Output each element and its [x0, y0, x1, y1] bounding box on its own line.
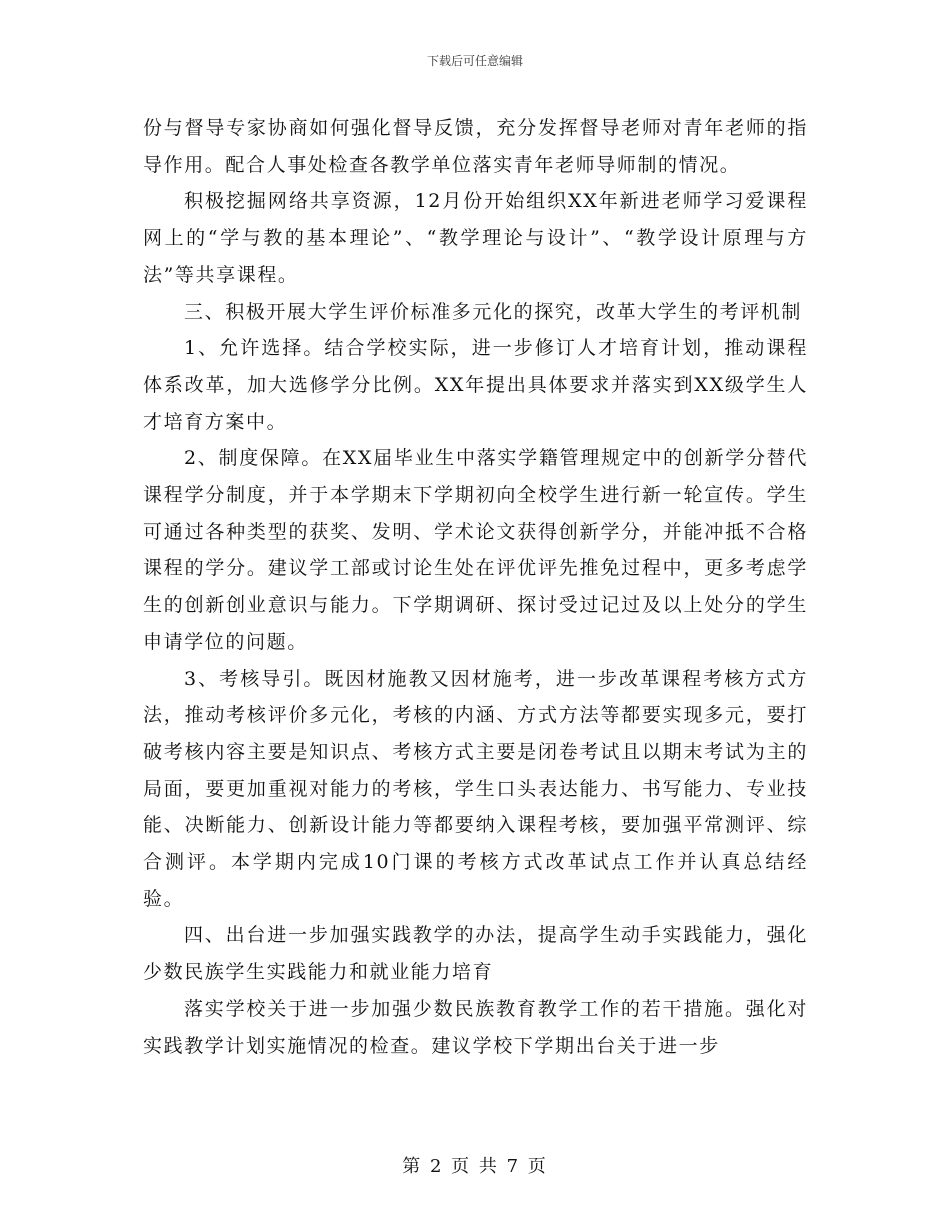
- paragraph-item-2: 2、制度保障。在XX届毕业生中落实学籍管理规定中的创新学分替代课程学分制度，并于本学期末下学期初向全校学生进行新一轮宣传。学生可通过各种类型的获奖、发明、学术论文获得创新学分，并能冲抵不合格课程的学分。建议学工部或讨论生处在评优评先推免过程中，更多考虑学生的创新创业意识与能力。下学期调研、探讨受过记过及以上处分的学生申请学位的问题。: [143, 447, 808, 653]
- header-text: 下载后可任意编辑: [426, 54, 523, 68]
- section-heading-four: 四、出台进一步加强实践教学的办法，提高学生动手实践能力，强化少数民族学生实践能力和就业能力培育: [143, 924, 808, 984]
- paragraph-practice-teaching: 落实学校关于进一步加强少数民族教育教学工作的若干措施。强化对实践教学计划实施情况的检查。建议学校下学期出台关于进一步: [143, 997, 808, 1057]
- page-header: [0, 52, 950, 69]
- footer-prefix: 第: [402, 1156, 423, 1177]
- footer-suffix: 页: [527, 1156, 548, 1177]
- paragraph-online-resources: 积极挖掘网络共享资源，12月份开始组织XX年新进老师学习爱课程网上的“学与教的基本理论”、“教学理论与设计”、“教学设计原理与方法”等共享课程。: [143, 190, 808, 286]
- paragraph-item-3: 3、考核导引。既因材施教又因材施考，进一步改革课程考核方式方法，推动考核评价多元化，考核的内涵、方式方法等都要实现多元，要打破考核内容主要是知识点、考核方式主要是闭卷考试且以期末考试为主的局面，要更加重视对能力的考核，学生口头表达能力、书写能力、专业技能、决断能力、创新设计能力等都要纳入课程考核，要加强平常测评、综合测评。本学期内完成10门课的考核方式改革试点工作并认真总结经验。: [143, 667, 808, 910]
- footer-current-page: 2: [429, 1156, 444, 1177]
- paragraph-continuation: 份与督导专家协商如何强化督导反馈，充分发挥督导老师对青年老师的指导作用。配合人事处检查各教学单位落实青年老师导师制的情况。: [143, 117, 808, 176]
- footer-middle: 页 共: [451, 1156, 499, 1177]
- document-body: [143, 110, 808, 1064]
- section-heading-three: 三、积极开展大学生评价标准多元化的探究，改革大学生的考评机制: [184, 300, 803, 323]
- page-footer: [0, 1152, 950, 1178]
- paragraph-item-1: 1、允许选择。结合学校实际，进一步修订人才培育计划，推动课程体系改革，加大选修学分比例。XX年提出具体要求并落实到XX级学生人才培育方案中。: [143, 337, 808, 433]
- footer-total-pages: 7: [506, 1156, 521, 1177]
